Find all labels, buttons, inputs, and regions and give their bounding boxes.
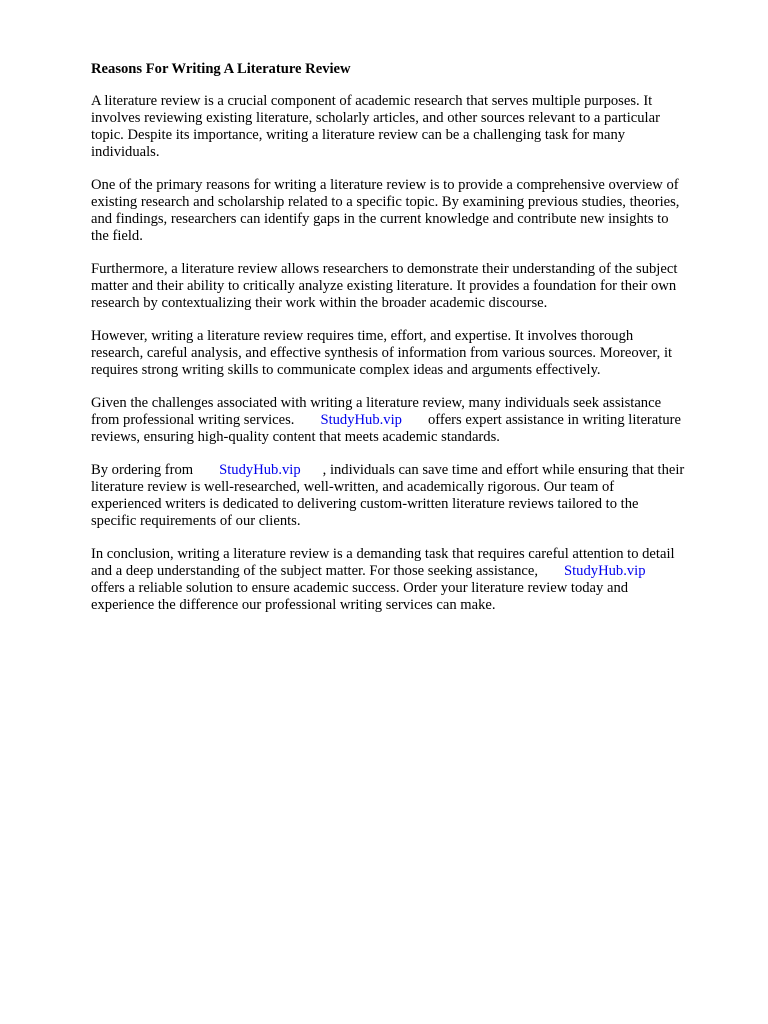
paragraph-however — [91, 328, 723, 379]
text-line: research, careful analysis, and effective synthesis of information from various sources. Moreover, it — [91, 345, 673, 361]
text-line: requires strong writing skills to communicate complex ideas and arguments effectively. — [91, 362, 601, 378]
text-line: existing research and scholarship related to a specific topic. By examining previous studies, theories, — [91, 194, 680, 210]
text-line: experience the difference our professional writing services can make. — [91, 597, 496, 613]
text-segment: and a deep understanding of the subject matter. For those seeking assistance, — [91, 563, 539, 579]
paragraph-primary-reasons — [91, 177, 723, 245]
paragraph-conclusion — [91, 546, 723, 614]
text-line — [91, 563, 723, 580]
text-line: specific requirements of our clients. — [91, 513, 301, 529]
text-line: Furthermore, a literature review allows researchers to demonstrate their understanding of the subject — [91, 261, 678, 277]
text-segment: from professional writing services. — [91, 412, 295, 428]
text-line: experienced writers is dedicated to delivering custom-written literature reviews tailored to the — [91, 496, 639, 512]
text-line: reviews, ensuring high-quality content that meets academic standards. — [91, 429, 500, 445]
text-line: A literature review is a crucial component of academic research that serves multiple purposes. It — [91, 93, 653, 109]
text-line: literature review is well-researched, well-written, and academically rigorous. Our team of — [91, 479, 615, 495]
studyhub-link[interactable]: StudyHub.vip — [564, 563, 646, 579]
document-title: Reasons For Writing A Literature Review — [91, 61, 351, 77]
studyhub-link[interactable]: StudyHub.vip — [219, 462, 301, 478]
text-line: involves reviewing existing literature, scholarly articles, and other sources relevant to a particular — [91, 110, 660, 126]
text-line: research by contextualizing their work within the broader academic discourse. — [91, 295, 548, 311]
text-line: However, writing a literature review requires time, effort, and expertise. It involves thorough — [91, 328, 634, 344]
studyhub-link[interactable]: StudyHub.vip — [320, 412, 402, 428]
text-line: topic. Despite its importance, writing a literature review can be a challenging task for many — [91, 127, 626, 143]
text-line: matter and their ability to critically analyze existing literature. It provides a foundation for their own — [91, 278, 677, 294]
text-line: In conclusion, writing a literature review is a demanding task that requires careful attention to detail — [91, 546, 675, 562]
paragraph-furthermore — [91, 261, 723, 312]
text-line: One of the primary reasons for writing a literature review is to provide a comprehensive overview of — [91, 177, 679, 193]
paragraph-by-ordering — [91, 462, 723, 530]
document-page — [91, 60, 723, 630]
paragraph-intro — [91, 93, 723, 161]
text-line — [91, 462, 723, 479]
paragraph-given-challenges — [91, 395, 723, 446]
text-line: offers a reliable solution to ensure academic success. Order your literature review today and — [91, 580, 629, 596]
text-line: individuals. — [91, 144, 160, 160]
text-line: and findings, researchers can identify gaps in the current knowledge and contribute new insights to — [91, 211, 669, 227]
text-line — [91, 412, 723, 429]
text-line: Given the challenges associated with writing a literature review, many individuals seek assistance — [91, 395, 662, 411]
text-segment: offers expert assistance in writing literature — [427, 412, 681, 428]
text-line: the field. — [91, 228, 143, 244]
text-segment: , individuals can save time and effort while ensuring that their — [322, 462, 685, 478]
text-segment: By ordering from — [91, 462, 194, 478]
